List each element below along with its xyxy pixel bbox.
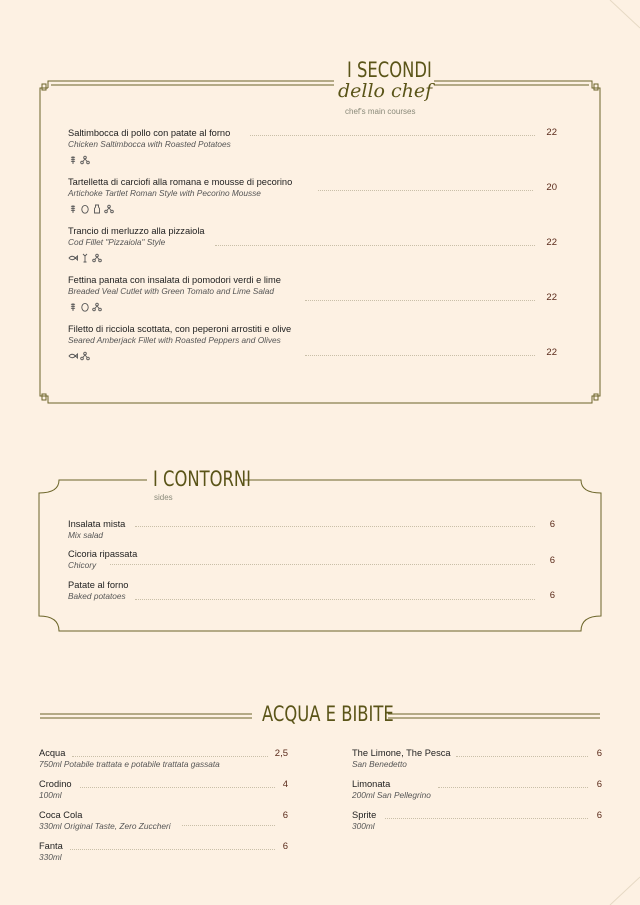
- item-name: Cicoria ripassata: [68, 549, 138, 559]
- fish-icon: [68, 253, 78, 263]
- leader-dots: [135, 599, 535, 600]
- allergen-icons: [68, 203, 292, 215]
- bibite-rule-right: [386, 712, 602, 720]
- secondi-subtitle: chef's main courses: [345, 107, 416, 116]
- wheat-icon: [68, 155, 78, 165]
- item-price: 6: [549, 590, 555, 601]
- item-description: Breaded Veal Cutlet with Green Tomato and Lime Salad: [68, 286, 275, 296]
- secondi-title: I SECONDI: [347, 58, 432, 82]
- leader-dots: [135, 526, 535, 527]
- contorni-subtitle: sides: [154, 493, 173, 502]
- milk-icon: [92, 204, 102, 214]
- item-price: 22: [546, 292, 557, 303]
- bibite-title: ACQUA E BIBITE: [262, 702, 394, 726]
- item-price: 2,5: [274, 748, 288, 759]
- item-description: 750ml Potabile trattata e potabile trattata gassata: [39, 759, 220, 769]
- item-name: Trancio di merluzzo alla pizzaiola: [68, 226, 205, 236]
- item-price: 6: [596, 779, 602, 790]
- wheat-icon: [68, 302, 78, 312]
- fish-icon: [68, 351, 78, 361]
- leader-dots: [438, 787, 588, 788]
- item-description: Chicory: [68, 560, 97, 570]
- item-price: 22: [546, 127, 557, 138]
- contorni-item: [68, 549, 137, 570]
- allergen-icons: [68, 252, 205, 264]
- item-price: 4: [282, 779, 288, 790]
- page-corner-bottom-right: [600, 865, 640, 905]
- bibite-item: [39, 810, 171, 831]
- item-price: 20: [546, 182, 557, 193]
- item-name: Acqua: [39, 748, 66, 758]
- secondi-item: [68, 128, 231, 166]
- item-description: 330ml: [39, 852, 62, 862]
- leader-dots: [72, 756, 268, 757]
- item-name: The Limone, The Pesca: [352, 748, 451, 758]
- item-description: Baked potatoes: [68, 591, 126, 601]
- contorni-title: I CONTORNI: [153, 467, 251, 491]
- leader-dots: [385, 818, 588, 819]
- item-name: Fettina panata con insalata di pomodori verdi e lime: [68, 275, 281, 285]
- item-price: 22: [546, 347, 557, 358]
- egg-icon: [80, 204, 90, 214]
- nuts-icon: [104, 204, 114, 214]
- leader-dots: [80, 787, 275, 788]
- leader-dots: [250, 135, 535, 136]
- bibite-rule-left: [38, 712, 254, 720]
- item-name: Saltimbocca di pollo con patate al forno: [68, 128, 231, 138]
- wheat-icon: [68, 204, 78, 214]
- item-description: Seared Amberjack Fillet with Roasted Peppers and Olives: [68, 335, 281, 345]
- item-price: 6: [549, 519, 555, 530]
- bibite-item: [39, 841, 63, 862]
- egg-icon: [80, 302, 90, 312]
- item-name: Crodino: [39, 779, 72, 789]
- item-description: Chicken Saltimbocca with Roasted Potatoes: [68, 139, 231, 149]
- nuts-icon: [92, 253, 102, 263]
- nuts-icon: [80, 155, 90, 165]
- bibite-item: [39, 748, 220, 769]
- allergen-icons: [68, 301, 281, 313]
- item-name: Patate al forno: [68, 580, 129, 590]
- leader-dots: [318, 190, 533, 191]
- item-price: 6: [282, 841, 288, 852]
- item-name: Tartelletta di carciofi alla romana e mousse di pecorino: [68, 177, 293, 187]
- item-description: 100ml: [39, 790, 62, 800]
- secondi-item: [68, 177, 292, 215]
- leader-dots: [305, 300, 535, 301]
- item-description: 330ml Original Taste, Zero Zuccheri: [39, 821, 171, 831]
- secondi-script-title: dello chef: [338, 80, 433, 102]
- contorni-item: [68, 580, 128, 601]
- item-price: 6: [282, 810, 288, 821]
- leader-dots: [305, 355, 535, 356]
- bibite-item: [352, 779, 431, 800]
- item-price: 6: [549, 555, 555, 566]
- item-description: Artichoke Tartlet Roman Style with Pecorino Mousse: [68, 188, 261, 198]
- allergen-icons: [68, 350, 291, 362]
- leader-dots: [215, 245, 535, 246]
- item-name: Coca Cola: [39, 810, 83, 820]
- item-price: 6: [596, 810, 602, 821]
- allergen-icons: [68, 154, 231, 166]
- leader-dots: [456, 756, 588, 757]
- item-description: 300ml: [352, 821, 375, 831]
- item-name: Filetto di ricciola scottata, con peperoni arrostiti e olive: [68, 324, 292, 334]
- item-name: Insalata mista: [68, 519, 126, 529]
- item-description: Cod Fillet "Pizzaiola" Style: [68, 237, 166, 247]
- bibite-item: [39, 779, 72, 800]
- nuts-icon: [92, 302, 102, 312]
- item-price: 6: [596, 748, 602, 759]
- bibite-item: [352, 810, 376, 831]
- secondi-item: [68, 275, 281, 313]
- item-price: 22: [546, 237, 557, 248]
- leader-dots: [110, 564, 535, 565]
- item-name: Limonata: [352, 779, 391, 789]
- secondi-item: [68, 226, 205, 264]
- contorni-item: [68, 519, 125, 540]
- nuts-icon: [80, 351, 90, 361]
- item-description: San Benedetto: [352, 759, 407, 769]
- bibite-item: [352, 748, 451, 769]
- item-name: Sprite: [352, 810, 377, 820]
- page-corner-top-right: [600, 0, 640, 40]
- secondi-item: [68, 324, 291, 362]
- leader-dots: [70, 849, 275, 850]
- item-description: Mix salad: [68, 530, 104, 540]
- celery-icon: [80, 253, 90, 263]
- item-description: 200ml San Pellegrino: [352, 790, 431, 800]
- item-name: Fanta: [39, 841, 63, 851]
- leader-dots: [182, 825, 275, 826]
